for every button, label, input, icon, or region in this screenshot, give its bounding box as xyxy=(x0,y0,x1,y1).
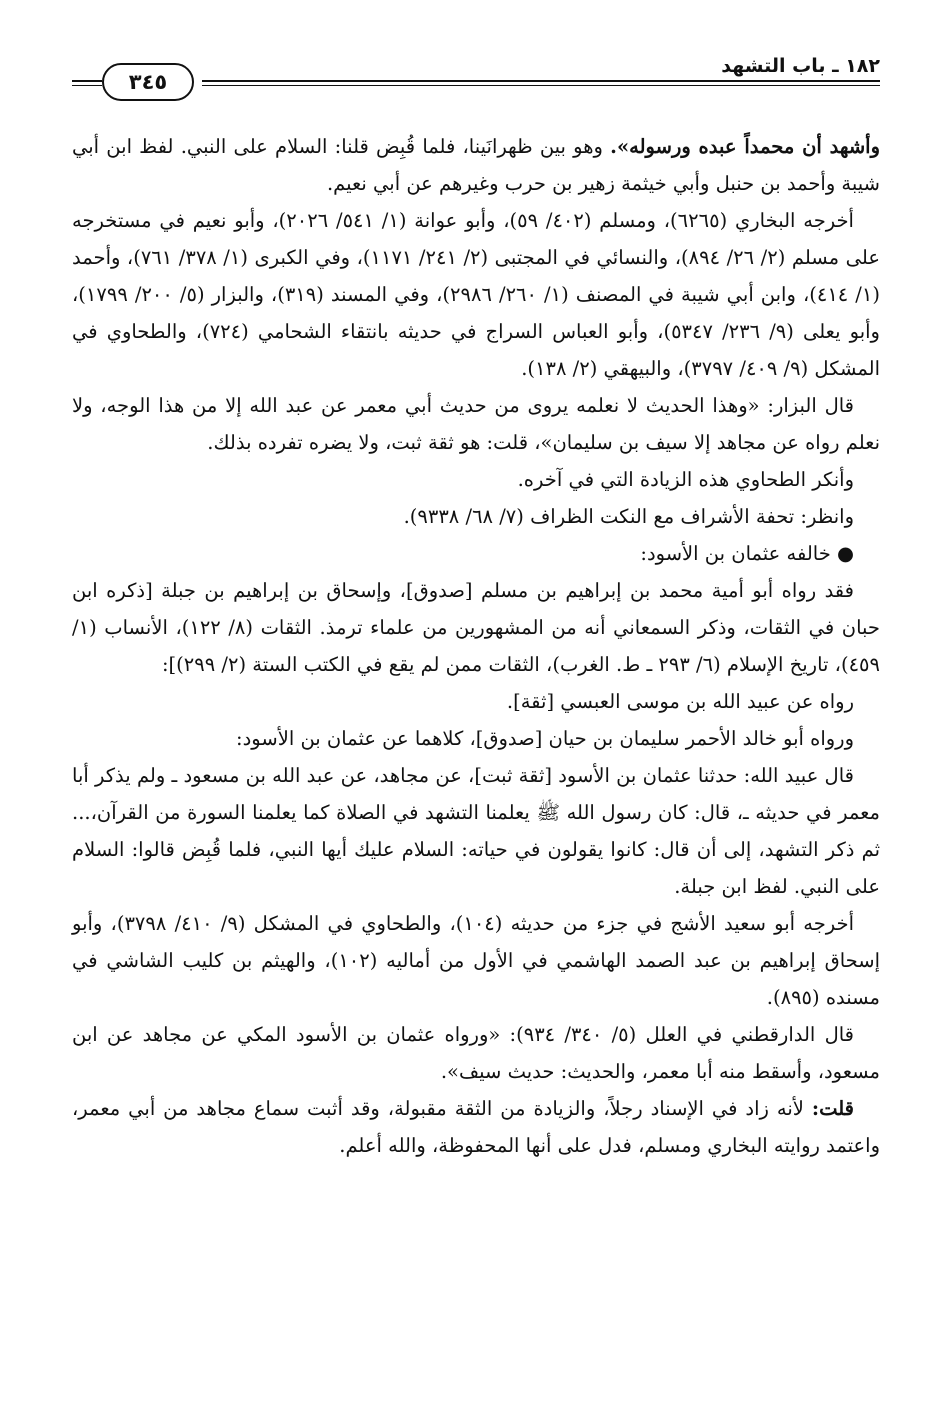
paragraph-takhrij-1: أخرجه البخاري (٦٢٦٥)، ومسلم (٤٠٢/ ٥٩)، وأبو عوانة (١/ ٥٤١/ ٢٠٢٦)، وأبو نعيم في مستخرجه على مسلم (٢/ ٢٦/ ٨٩٤)، والنسائي في المجتبى (٢/ ٢٤١/ ١١٧١)، وفي الكبرى (١/ ٣٧٨/ ٧٦١)، وأحمد (١/ ٤١٤)، وابن أبي شيبة في المصنف (١/ ٢٦٠/ ٢٩٨٦)، وفي المسند (٣١٩)، والبزار (٥/ ٢٠٠/ ١٧٩٩)، وأبو يعلى (٩/ ٢٣٦/ ٥٣٤٧)، وأبو العباس السراج في حديثه بانتقاء الشحامي (٧٢٤)، والطحاوي في المشكل (٩/ ٤٠٩/ ٣٧٩٧)، والبيهقي (٢/ ١٣٨). xyxy=(72,209,880,380)
paragraph-riwaya-2: رواه عن عبيد الله بن موسى العبسي [ثقة]. xyxy=(506,690,854,713)
paragraph-riwaya-1: فقد رواه أبو أمية محمد بن إبراهيم بن مسلم [صدوق]، وإسحاق بن إبراهيم بن جبلة [ذكره ابن حبان في الثقات، وذكر السمعاني أنه من المشهورين من علماء ترمذ. الثقات (٨/ ١٢٢)، الأنساب (١/ ٤٥٩)، تاريخ الإسلام (٦/ ٢٩٣ ـ ط. الغرب)، الثقات ممن لم يقع في الكتب الستة (٢/ ٢٩٩)]: xyxy=(72,579,880,676)
paragraph-hadith-text: قال عبيد الله: حدثنا عثمان بن الأسود [ثقة ثبت]، عن مجاهد، عن عبد الله بن مسعود ـ ولم يذكر أبا معمر في حديثه ـ، قال: كان رسول الله ﷺ يعلمنا التشهد في الصلاة كما يعلمنا السورة من القرآن،... ثم ذكر التشهد، إلى أن قال: كانوا يقولون في حياته: السلام عليك أيها النبي، فلما قُبِض قالوا: السلام على النبي. لفظ ابن جبلة. xyxy=(72,764,880,898)
paragraph-riwaya-3: ورواه أبو خالد الأحمر سليمان بن حيان [صدوق]، كلاهما عن عثمان بن الأسود: xyxy=(236,727,854,750)
qultu-label: قلت: xyxy=(811,1097,854,1120)
header-rule xyxy=(202,80,880,82)
chapter-title: ١٨٢ ـ باب التشهد xyxy=(721,55,880,77)
page-number xyxy=(102,63,194,101)
section-heading-text: خالفه عثمان بن الأسود: xyxy=(640,542,837,565)
paragraph-bazzar: قال البزار: «وهذا الحديث لا نعلمه يروى من حديث أبي معمر عن عبد الله إلا من هذا الوجه، ولا نعلم رواه عن مجاهد إلا سيف بن سليمان»، قلت: هو ثقة ثبت، ولا يضره تفرده بذلك. xyxy=(72,394,880,454)
paragraph-conclusion xyxy=(72,1090,880,1164)
paragraph-1 xyxy=(72,128,880,202)
paragraph-tahawi: وأنكر الطحاوي هذه الزيادة التي في آخره. xyxy=(517,468,854,491)
page-number-text: ٣٤٥ xyxy=(128,70,168,94)
header-rule-left-thin xyxy=(72,85,102,86)
paragraph-tuhfa: وانظر: تحفة الأشراف مع النكت الظراف (٧/ ٦٨/ ٩٣٣٨). xyxy=(403,505,854,528)
paragraph-section-heading xyxy=(72,535,880,572)
paragraph-1-text: وهو بين ظهرانَينا، فلما قُبِض قلنا: السلام على النبي. لفظ ابن أبي شيبة وأحمد بن حنبل وأبي خيثمة زهير بن حرب وغيرهم عن أبي نعيم. xyxy=(72,135,880,195)
header-rule-thin xyxy=(202,85,880,86)
book-page xyxy=(72,48,880,1388)
header-rule-left xyxy=(72,80,102,82)
paragraph-takhrij-2: أخرجه أبو سعيد الأشج في جزء من حديثه (١٠٤)، والطحاوي في المشكل (٩/ ٤١٠/ ٣٧٩٨)، وأبو إسحاق إبراهيم بن عبد الصمد الهاشمي في الأول من أماليه (١٠٢)، والهيثم بن كليب الشاشي في مسنده (٨٩٥). xyxy=(72,912,880,1009)
page-header xyxy=(72,48,880,100)
paragraph-daraqutni: قال الدارقطني في العلل (٥/ ٣٤٠/ ٩٣٤): «ورواه عثمان بن الأسود المكي عن مجاهد عن ابن مسعود، وأسقط منه أبا معمر، والحديث: حديث سيف». xyxy=(72,1023,880,1083)
page-body xyxy=(72,128,880,1164)
bullet-icon: ● xyxy=(836,542,854,565)
quote-end-bold: وأشهد أن محمداً عبده ورسوله». xyxy=(610,135,880,158)
conclusion-text: لأنه زاد في الإسناد رجلاً، والزيادة من الثقة مقبولة، وقد أثبت سماع مجاهد من أبي معمر، واعتمد روايته البخاري ومسلم، فدل على أنها المحفوظة، والله أعلم. xyxy=(72,1097,880,1157)
